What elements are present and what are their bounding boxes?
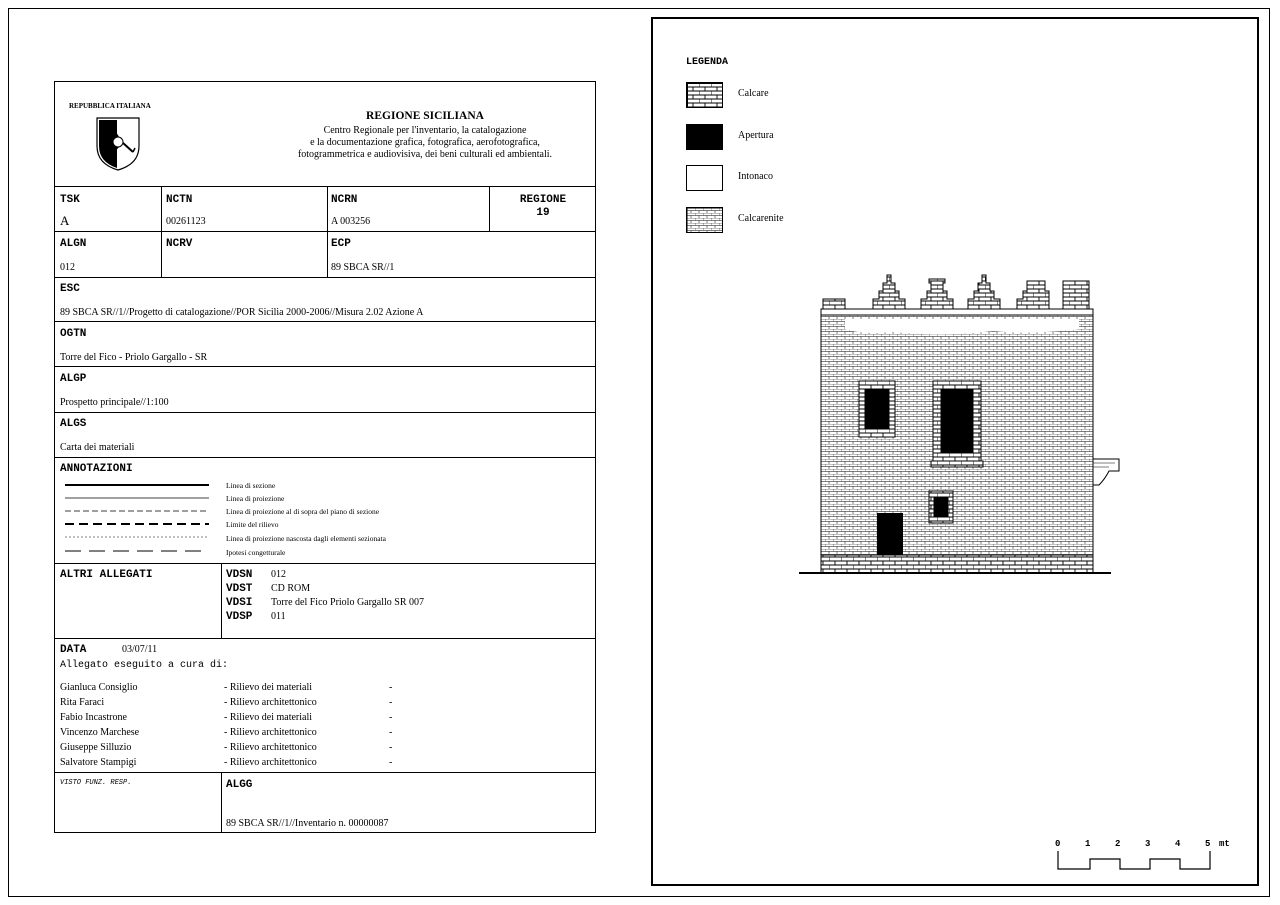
- person-dash: -: [389, 712, 393, 723]
- rule: [55, 231, 595, 232]
- legend-label-apertura: Apertura: [738, 130, 774, 141]
- merlon: [823, 275, 1089, 309]
- rule: [55, 563, 595, 564]
- esc-label: ESC: [60, 283, 80, 295]
- vdst-label: VDST: [226, 583, 253, 595]
- data-label: DATA: [60, 644, 87, 656]
- scale-tick-4: 4: [1175, 839, 1181, 849]
- vdsi-value: Torre del Fico Priolo Gargallo SR 007: [271, 597, 424, 608]
- visto-label: VISTO FUNZ. RESP.: [60, 779, 132, 787]
- nctn-value: 00261123: [166, 216, 206, 227]
- scale-tick-2: 2: [1115, 839, 1121, 849]
- large-brick-swatch-icon: [686, 82, 723, 108]
- vdst-value: CD ROM: [271, 583, 311, 594]
- person-role: - Rilievo architettonico: [224, 742, 317, 753]
- tsk-label: TSK: [60, 194, 80, 206]
- person-name: Vincenzo Marchese: [60, 727, 140, 738]
- rule: [55, 772, 595, 773]
- region-line-2: e la documentazione grafica, fotografica, aerofotografica,: [310, 137, 540, 148]
- scale-tick-5: 5: [1205, 839, 1211, 849]
- legend-title: LEGENDA: [686, 57, 729, 68]
- rule: [55, 186, 595, 187]
- algs-label: ALGS: [60, 418, 87, 430]
- regione-value: 19: [536, 207, 550, 219]
- rule: [221, 772, 222, 833]
- nctn-label: NCTN: [166, 194, 193, 206]
- vdsn-label: VDSN: [226, 569, 253, 581]
- blank-swatch-icon: [686, 165, 723, 191]
- person-dash: -: [389, 682, 393, 693]
- ogtn-label: OGTN: [60, 328, 87, 340]
- algg-label: ALGG: [226, 779, 253, 791]
- person-dash: -: [389, 742, 393, 753]
- line-types-legend: [63, 479, 213, 559]
- legend-label-calcare: Calcare: [738, 88, 769, 99]
- rule: [55, 366, 595, 367]
- vdsp-label: VDSP: [226, 611, 253, 623]
- person-role: - Rilievo architettonico: [224, 757, 317, 768]
- republic-label: REPUBBLICA ITALIANA: [69, 102, 151, 110]
- sicily-emblem-icon: [95, 116, 141, 172]
- vdsn-value: 012: [271, 569, 286, 580]
- algn-label: ALGN: [60, 238, 87, 250]
- rule: [55, 321, 595, 322]
- linetype-nascosta: Linea di proiezione nascosta dagli elementi sezionata: [226, 534, 386, 543]
- legend-label-calcarenite: Calcarenite: [738, 213, 784, 224]
- scale-tick-1: 1: [1085, 839, 1091, 849]
- person-name: Rita Faraci: [60, 697, 105, 708]
- legend-label-intonaco: Intonaco: [738, 171, 773, 182]
- algs-value: Carta dei materiali: [60, 442, 135, 453]
- region-title: REGIONE SICILIANA: [366, 110, 484, 122]
- person-role: - Rilievo architettonico: [224, 727, 317, 738]
- catalogue-sheet: [54, 81, 596, 833]
- person-role: - Rilievo dei materiali: [224, 712, 313, 723]
- person-role: - Rilievo dei materiali: [224, 682, 313, 693]
- person-dash: -: [389, 757, 393, 768]
- solid-black-swatch-icon: [686, 124, 723, 150]
- ncrn-label: NCRN: [331, 194, 358, 206]
- ogtn-value: Torre del Fico - Priolo Gargallo - SR: [60, 352, 208, 363]
- tsk-value: A: [60, 213, 70, 228]
- algn-value: 012: [60, 262, 75, 273]
- rule: [161, 186, 162, 277]
- person-dash: -: [389, 697, 393, 708]
- rule: [55, 277, 595, 278]
- linetype-limite: Limite del rilievo: [226, 520, 279, 529]
- esc-value: 89 SBCA SR//1//Progetto di catalogazione//POR Sicilia 2000-2006//Misura 2.02 Azione A: [60, 307, 424, 318]
- ecp-value: 89 SBCA SR//1: [331, 262, 395, 273]
- rule: [327, 186, 328, 277]
- algg-value: 89 SBCA SR//1//Inventario n. 00000087: [226, 818, 389, 829]
- linetype-proiezione: Linea di proiezione: [226, 494, 285, 503]
- scale-unit: mt: [1219, 839, 1230, 849]
- small-brick-swatch-icon: [686, 207, 723, 233]
- scale-tick-3: 3: [1145, 839, 1151, 849]
- person-name: Gianluca Consiglio: [60, 682, 138, 693]
- linetype-sezione: Linea di sezione: [226, 481, 276, 490]
- data-subtitle: Allegato eseguito a cura di:: [60, 660, 229, 671]
- rule: [221, 563, 222, 638]
- drawing-panel: [651, 17, 1259, 886]
- person-name: Salvatore Stampigi: [60, 757, 137, 768]
- region-line-1: Centro Regionale per l'inventario, la catalogazione: [323, 125, 527, 136]
- person-name: Giuseppe Silluzio: [60, 742, 132, 753]
- tower-elevation-drawing: [793, 269, 1153, 609]
- scale-tick-0: 0: [1055, 839, 1061, 849]
- data-date: 03/07/11: [122, 644, 158, 655]
- vdsp-value: 011: [271, 611, 286, 622]
- linetype-proiezione-sopra: Linea di proiezione al di sopra del piano di sezione: [226, 507, 380, 516]
- region-line-3: fotogrammetrica e audiovisiva, dei beni culturali ed ambientali.: [297, 149, 553, 160]
- regione-label: REGIONE: [519, 194, 567, 206]
- ncrv-label: NCRV: [166, 238, 193, 250]
- person-role: - Rilievo architettonico: [224, 697, 317, 708]
- rule: [55, 457, 595, 458]
- person-dash: -: [389, 727, 393, 738]
- vdsi-label: VDSI: [226, 597, 253, 609]
- annotazioni-label: ANNOTAZIONI: [60, 463, 133, 475]
- rule: [55, 638, 595, 639]
- algp-label: ALGP: [60, 373, 87, 385]
- rule: [55, 412, 595, 413]
- allegati-label: ALTRI ALLEGATI: [60, 569, 153, 581]
- person-name: Fabio Incastrone: [60, 712, 127, 723]
- linetype-ipotesi: Ipotesi congetturale: [226, 548, 286, 557]
- ncrn-value: A 003256: [331, 216, 371, 227]
- algp-value: Prospetto principale//1:100: [60, 397, 169, 408]
- ecp-label: ECP: [331, 238, 351, 250]
